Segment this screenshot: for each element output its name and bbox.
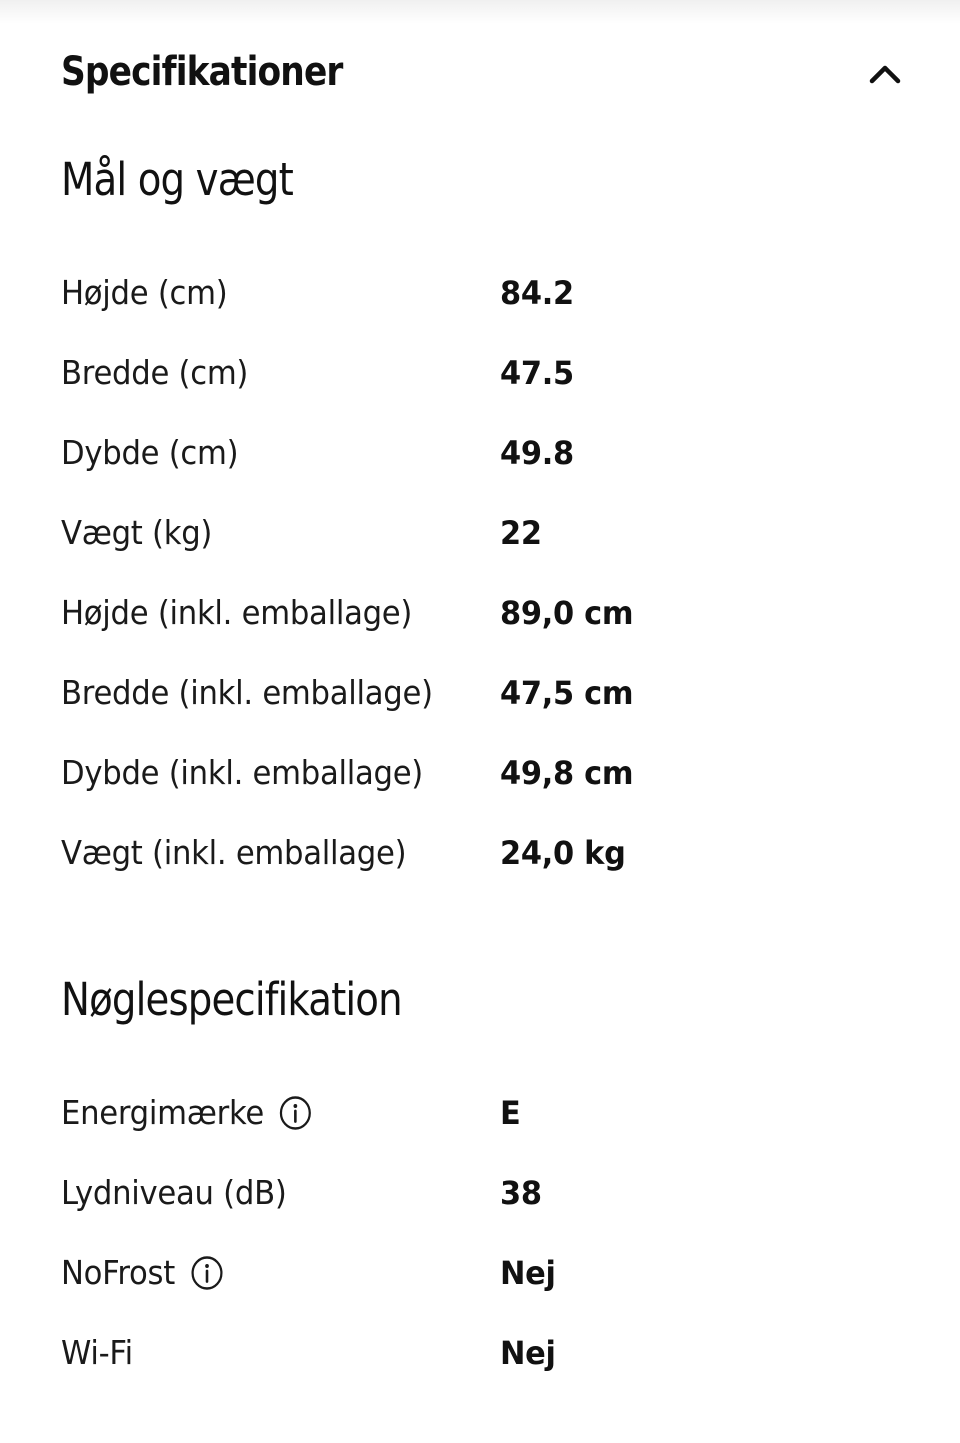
spec-value: 84.2 bbox=[500, 274, 574, 312]
spec-label: Wi-Fi bbox=[61, 1333, 133, 1372]
spec-label: Dybde (inkl. emballage) bbox=[61, 753, 424, 792]
spec-value: 49,8 cm bbox=[500, 754, 634, 792]
spec-label: Vægt (inkl. emballage) bbox=[61, 833, 407, 872]
spec-value: E bbox=[500, 1094, 521, 1132]
spec-label: Dybde (cm) bbox=[61, 433, 239, 472]
spec-row-depth-packaged bbox=[0, 748, 960, 798]
spec-row-height-packaged bbox=[0, 588, 960, 638]
spec-label: Lydniveau (dB) bbox=[61, 1173, 287, 1212]
spec-row-width bbox=[0, 348, 960, 398]
spec-row-weight bbox=[0, 508, 960, 558]
group-title-key-specs: Nøglespecifikation bbox=[61, 973, 402, 1026]
spec-row-noise-level bbox=[0, 1168, 960, 1218]
spec-label: Bredde (inkl. emballage) bbox=[61, 673, 433, 712]
spec-label: Højde (cm) bbox=[61, 273, 228, 312]
spec-label: Energimærke bbox=[61, 1093, 264, 1132]
collapse-toggle-button[interactable] bbox=[860, 48, 910, 98]
spec-label-wrapper bbox=[61, 1088, 312, 1138]
spec-label-wrapper bbox=[61, 1248, 223, 1298]
group-title-dimensions-weight: Mål og vægt bbox=[61, 153, 293, 206]
spec-value: 22 bbox=[500, 514, 542, 552]
spec-row-wifi bbox=[0, 1328, 960, 1378]
spec-label: NoFrost bbox=[61, 1253, 175, 1292]
spec-row-weight-packaged bbox=[0, 828, 960, 878]
spec-label: Vægt (kg) bbox=[61, 513, 213, 552]
spec-value: Nej bbox=[500, 1334, 556, 1372]
spec-row-depth bbox=[0, 428, 960, 478]
info-icon[interactable] bbox=[279, 1095, 312, 1131]
spec-value: 38 bbox=[500, 1174, 542, 1212]
spec-row-height bbox=[0, 268, 960, 318]
spec-value: 47,5 cm bbox=[500, 674, 634, 712]
spec-label: Højde (inkl. emballage) bbox=[61, 593, 413, 632]
spec-value: Nej bbox=[500, 1254, 556, 1292]
specifications-header[interactable] bbox=[0, 0, 960, 140]
spec-value: 24,0 kg bbox=[500, 834, 626, 872]
chevron-up-icon bbox=[860, 48, 910, 98]
spec-row-width-packaged bbox=[0, 668, 960, 718]
spec-row-nofrost bbox=[0, 1248, 960, 1298]
spec-row-energy-label bbox=[0, 1088, 960, 1138]
spec-label: Bredde (cm) bbox=[61, 353, 249, 392]
spec-value: 89,0 cm bbox=[500, 594, 634, 632]
spec-value: 47.5 bbox=[500, 354, 574, 392]
section-title: Specifikationer bbox=[61, 49, 343, 95]
spec-value: 49.8 bbox=[500, 434, 574, 472]
info-icon[interactable] bbox=[190, 1255, 223, 1291]
